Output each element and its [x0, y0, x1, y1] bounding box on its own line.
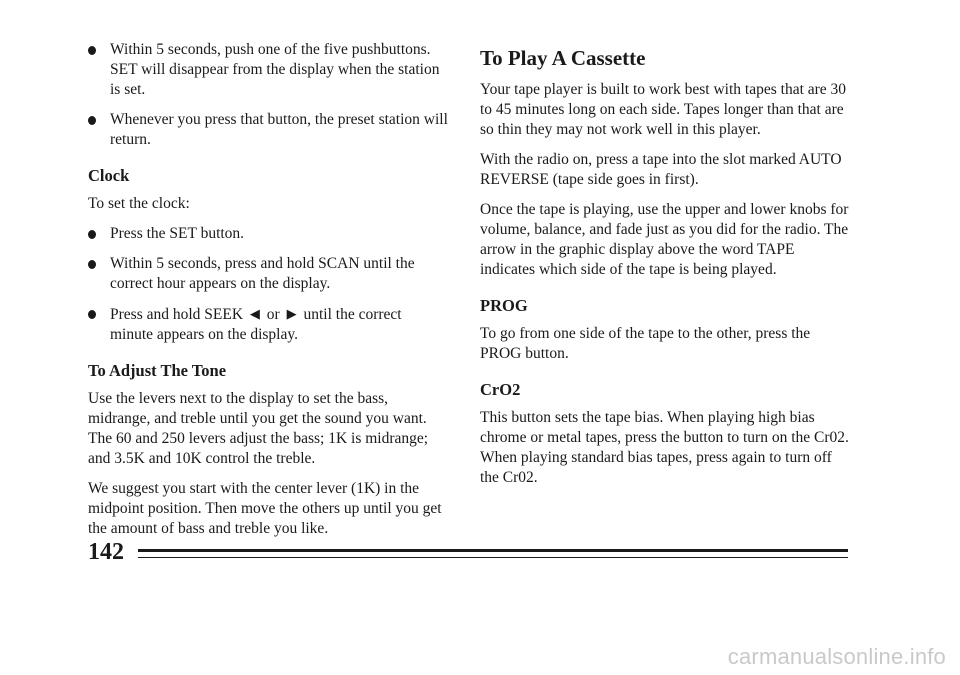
clock-intro: To set the clock:: [88, 195, 190, 212]
clock-steps-list: [88, 224, 448, 345]
cassette-paragraph: Once the tape is playing, use the upper and lower knobs for volume, balance, and fade just as you did for the radio. The arrow in the graphic display above the word TAPE indicates which side of the tape is being played.: [480, 201, 849, 278]
page-footer: [88, 537, 848, 567]
bullet-dot: [88, 46, 96, 55]
bullet-item: [88, 304, 448, 345]
seek-left-arrow-icon: ◀: [249, 306, 260, 321]
cassette-paragraph: With the radio on, press a tape into the slot marked AUTO REVERSE (tape side goes in first).: [480, 151, 842, 188]
prog-paragraph: To go from one side of the tape to the other, press the PROG button.: [480, 325, 811, 362]
bullet-text: Whenever you press that button, the preset station will return.: [110, 111, 448, 148]
tone-paragraph: Use the levers next to the display to set the bass, midrange, and treble until you get the sound you want. The 60 and 250 levers adjust the bass; 1K is midrange; and 3.5K and 10K control the treble.: [88, 390, 429, 467]
footer-rule-thin: [138, 557, 848, 558]
bullet-text: Within 5 seconds, push one of the five pushbuttons. SET will disappear from the display when the station is set.: [110, 41, 440, 98]
bullet-dot: [88, 260, 96, 269]
bullet-item: [88, 224, 448, 244]
cro2-heading: CrO2: [480, 380, 521, 399]
footer-rule-thick: [138, 549, 848, 552]
left-column: [88, 40, 448, 549]
prog-heading: PROG: [480, 296, 528, 315]
tone-heading: To Adjust The Tone: [88, 361, 227, 380]
watermark: carmanualsonline.info: [727, 644, 946, 669]
bullet-text: Press the SET button.: [110, 225, 245, 242]
right-column: [480, 40, 850, 498]
bullet-text: Within 5 seconds, press and hold SCAN until the correct hour appears on the display.: [110, 255, 415, 292]
bullet-dot: [88, 230, 96, 239]
tone-paragraph: We suggest you start with the center lever (1K) in the midpoint position. Then move the others up until you get the amount of bass and treble you like.: [88, 480, 442, 537]
bullet-item: [88, 110, 448, 150]
seek-right-arrow-icon: ▶: [286, 306, 297, 321]
cassette-heading: To Play A Cassette: [480, 46, 646, 70]
seek-or-text: or: [266, 306, 280, 323]
page-number: 142: [88, 539, 124, 565]
radio-preset-list: [88, 40, 448, 150]
clock-heading: Clock: [88, 166, 130, 185]
seek-text-after: until the correct minute appears on the display.: [110, 306, 402, 343]
bullet-item: [88, 254, 448, 294]
seek-text-before: Press and hold SEEK: [110, 306, 244, 323]
cassette-paragraph: Your tape player is built to work best with tapes that are 30 to 45 minutes long on each side. Tapes longer than that are so thin they may not work well in this player.: [480, 81, 847, 138]
cro2-paragraph: This button sets the tape bias. When playing high bias chrome or metal tapes, press the button to turn on the Cr02. When playing standard bias tapes, press again to turn off the Cr02.: [480, 409, 849, 486]
bullet-item: [88, 40, 448, 100]
bullet-dot: [88, 310, 96, 319]
bullet-dot: [88, 116, 96, 125]
